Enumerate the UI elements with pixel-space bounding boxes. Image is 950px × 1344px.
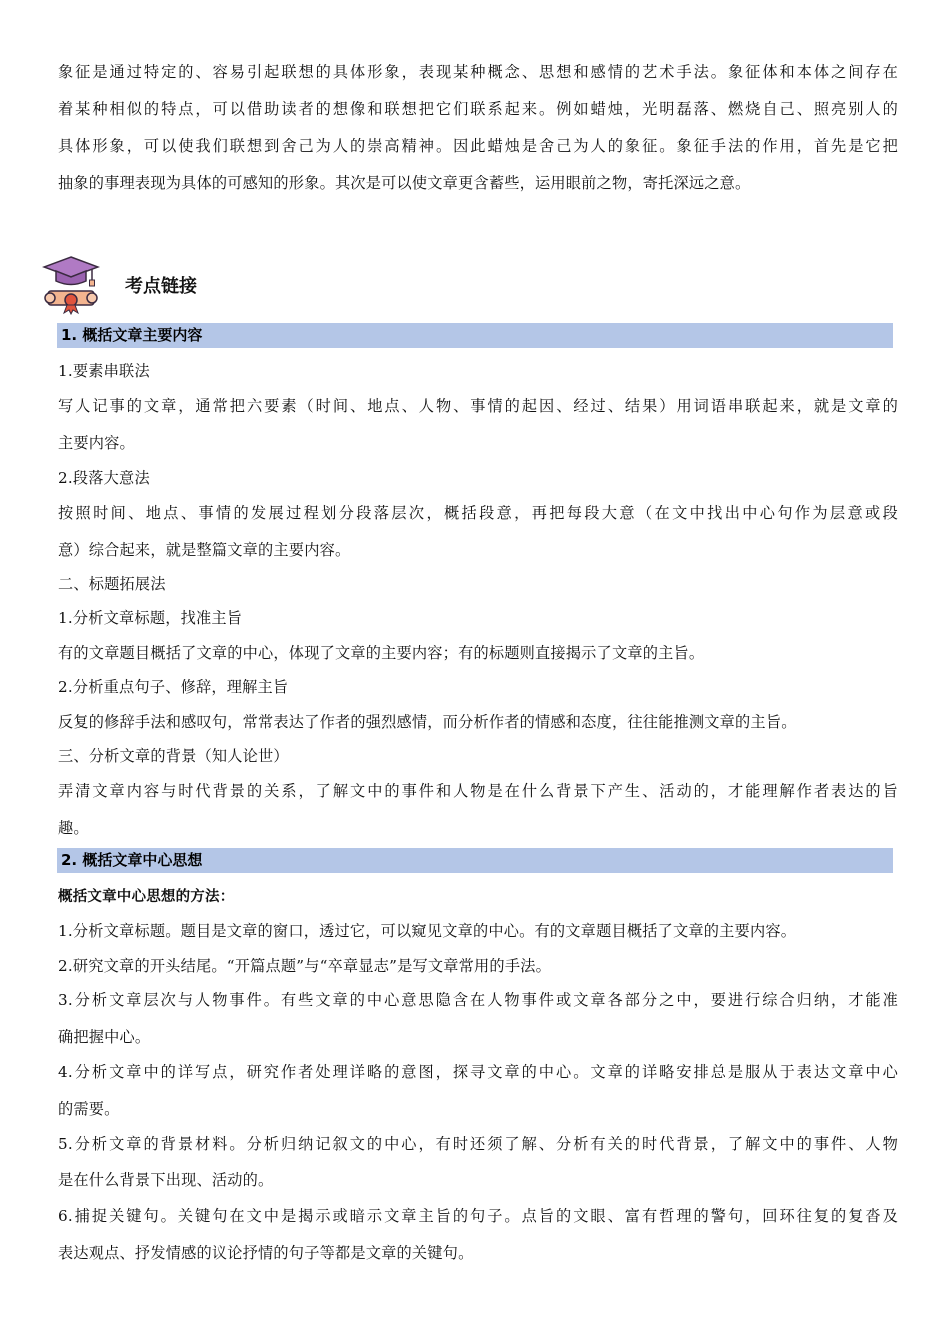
part2-line: 确把握中心。 bbox=[58, 1028, 151, 1046]
part2-line: 3.分析文章层次与人物事件。有些文章的中心意思隐含在人物事件或文章各部分之中，要进行综合归纳，才能准 bbox=[58, 991, 898, 1009]
part2-line: 的需要。 bbox=[58, 1100, 120, 1118]
part1-line: 写人记事的文章，通常把六要素（时间、地点、人物、事情的起因、经过、结果）用词语串联起来，就是文章的 bbox=[58, 397, 898, 415]
intro-line: 象征是通过特定的、容易引起联想的具体形象，表现某种概念、思想和感情的艺术手法。象征体和本体之间存在 bbox=[58, 63, 898, 81]
part1-line: 三、分析文章的背景（知人论世） bbox=[58, 747, 289, 765]
part2-line: 5.分析文章的背景材料。分析归纳记叙文的中心，有时还须了解、分析有关的时代背景，了解文中的事件、人物 bbox=[58, 1135, 898, 1153]
graduation-cap-diploma-icon bbox=[42, 253, 100, 315]
intro-line: 着某种相似的特点，可以借助读者的想像和联想把它们联系起来。例如蜡烛，光明磊落、燃烧自己、照亮别人的 bbox=[58, 100, 898, 118]
part1-line: 反复的修辞手法和感叹句，常常表达了作者的强烈感情，而分析作者的情感和态度，往往能推测文章的主旨。 bbox=[58, 713, 797, 731]
part1-line: 有的文章题目概括了文章的中心，体现了文章的主要内容；有的标题则直接揭示了文章的主旨。 bbox=[58, 644, 705, 662]
part1-line: 按照时间、地点、事情的发展过程划分段落层次，概括段意，再把每段大意（在文中找出中心句作为层意或段 bbox=[58, 504, 898, 522]
part2-line: 表达观点、抒发情感的议论抒情的句子等都是文章的关键句。 bbox=[58, 1244, 474, 1262]
part2-line: 6.捕捉关键句。关键句在文中是揭示或暗示文章主旨的句子。点旨的文眼、富有哲理的警句，回环往复的复沓及 bbox=[58, 1207, 898, 1225]
heading-bar-main-content bbox=[57, 323, 893, 348]
part1-line: 意）综合起来，就是整篇文章的主要内容。 bbox=[58, 541, 351, 559]
part1-line: 1.分析文章标题，找准主旨 bbox=[58, 609, 243, 627]
part1-line: 主要内容。 bbox=[58, 434, 135, 452]
intro-line: 抽象的事理表现为具体的可感知的形象。其次是可以使文章更含蓄些，运用眼前之物，寄托深远之意。 bbox=[58, 174, 751, 192]
part1-line: 2.段落大意法 bbox=[58, 469, 150, 487]
heading-bar-central-idea bbox=[57, 848, 893, 873]
part2-line: 2.研究文章的开头结尾。“开篇点题”与“卒章显志”是写文章常用的手法。 bbox=[58, 957, 551, 975]
intro-line: 具体形象，可以使我们联想到舍己为人的崇高精神。因此蜡烛是舍己为人的象征。象征手法的作用，首先是它把 bbox=[58, 137, 898, 155]
part1-line: 二、标题拓展法 bbox=[58, 575, 166, 593]
part1-line: 趣。 bbox=[58, 819, 89, 837]
heading-main-content: 1. 概括文章主要内容 bbox=[61, 326, 203, 344]
part1-line: 2.分析重点句子、修辞，理解主旨 bbox=[58, 678, 289, 696]
part1-line: 1.要素串联法 bbox=[58, 362, 150, 380]
part2-line: 4.分析文章中的详写点，研究作者处理详略的意图，探寻文章的中心。文章的详略安排总是服从于表达文章中心 bbox=[58, 1063, 898, 1081]
part1-line: 弄清文章内容与时代背景的关系，了解文中的事件和人物是在什么背景下产生、活动的，才能理解作者表达的旨 bbox=[58, 782, 898, 800]
part2-line: 1.分析文章标题。题目是文章的窗口，透过它，可以窥见文章的中心。有的文章题目概括了文章的主要内容。 bbox=[58, 922, 797, 940]
part2-subheading: 概括文章中心思想的方法： bbox=[58, 889, 235, 905]
heading-central-idea: 2. 概括文章中心思想 bbox=[61, 851, 203, 869]
section-title: 考点链接 bbox=[125, 276, 197, 297]
part2-line: 是在什么背景下出现、活动的。 bbox=[58, 1171, 274, 1189]
